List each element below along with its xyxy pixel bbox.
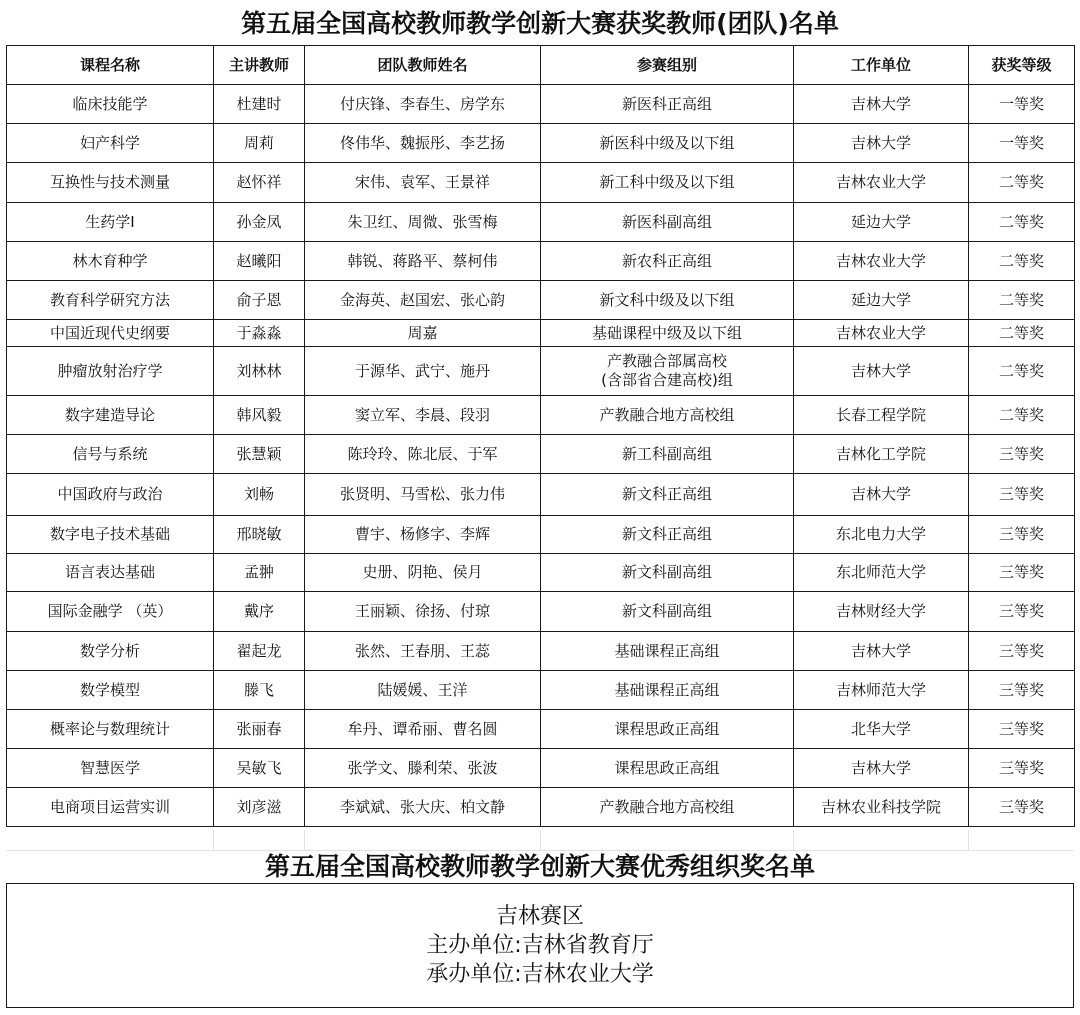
cell-level: 二等奖 [969,320,1075,347]
cell-lecturer: 韩风毅 [214,396,305,435]
table-row [7,710,1075,749]
org-award-box [6,883,1074,1008]
cell-unit: 东北师范大学 [794,554,969,592]
table-row [7,320,1075,347]
header-unit: 工作单位 [794,46,969,85]
cell-group: 新医科正高组 [541,85,794,124]
cell-course: 数字建造导论 [7,396,214,435]
cell-level: 二等奖 [969,203,1075,242]
cell-course: 国际金融学 （英） [7,592,214,632]
header-lecturer: 主讲教师 [214,46,305,85]
cell-level: 三等奖 [969,435,1075,474]
cell-level: 三等奖 [969,788,1075,827]
cell-lecturer: 孙金凤 [214,203,305,242]
cell-unit: 长春工程学院 [794,396,969,435]
cell-lecturer: 翟起龙 [214,632,305,671]
cell-team: 张学文、滕利荣、张波 [305,749,541,788]
cell-course: 语言表达基础 [7,554,214,592]
cell-unit: 吉林大学 [794,347,969,396]
cell-team: 张然、王春朋、王蕊 [305,632,541,671]
cell-unit: 吉林农业大学 [794,320,969,347]
cell-team: 陈玲玲、陈北辰、于军 [305,435,541,474]
cell-lecturer: 刘彦滋 [214,788,305,827]
org-award-host: 主办单位:吉林省教育厅 [426,933,654,958]
cell-group: 新文科副高组 [541,554,794,592]
cell-level: 一等奖 [969,85,1075,124]
cell-unit: 北华大学 [794,710,969,749]
cell-group: 产教融合地方高校组 [541,788,794,827]
cell-team: 曹宇、杨修字、李辉 [305,516,541,554]
cell-unit: 东北电力大学 [794,516,969,554]
cell-level: 三等奖 [969,554,1075,592]
cell-unit: 吉林大学 [794,124,969,163]
cell-course: 智慧医学 [7,749,214,788]
table-row [7,788,1075,827]
cell-group: 新医科副高组 [541,203,794,242]
cell-level: 三等奖 [969,749,1075,788]
header-team: 团队教师姓名 [305,46,541,85]
cell-course: 林木育种学 [7,242,214,281]
cell-team: 王丽颖、徐扬、付琼 [305,592,541,632]
cell-lecturer: 赵曦阳 [214,242,305,281]
cell-unit: 吉林大学 [794,85,969,124]
cell-course: 临床技能学 [7,85,214,124]
cell-course: 互换性与技术测量 [7,163,214,203]
cell-unit: 延边大学 [794,281,969,320]
cell-lecturer: 戴序 [214,592,305,632]
cell-unit: 吉林大学 [794,749,969,788]
table-row [7,592,1075,632]
cell-group: 新文科正高组 [541,474,794,516]
cell-team: 史册、阴艳、侯月 [305,554,541,592]
table-row [7,516,1075,554]
cell-group: 课程思政正高组 [541,710,794,749]
org-award-organizer: 承办单位:吉林农业大学 [426,962,654,987]
cell-level: 二等奖 [969,281,1075,320]
cell-team: 佟伟华、魏振彤、李艺扬 [305,124,541,163]
cell-unit: 吉林农业大学 [794,163,969,203]
cell-course: 信号与系统 [7,435,214,474]
cell-lecturer: 吴敏飞 [214,749,305,788]
cell-level: 二等奖 [969,242,1075,281]
cell-unit: 延边大学 [794,203,969,242]
header-group: 参赛组别 [541,46,794,85]
cell-team: 张贤明、马雪松、张力伟 [305,474,541,516]
cell-lecturer: 周莉 [214,124,305,163]
table-row [7,396,1075,435]
cell-group: 基础课程正高组 [541,671,794,710]
cell-group: 新工科中级及以下组 [541,163,794,203]
cell-lecturer: 赵怀祥 [214,163,305,203]
cell-course: 妇产科学 [7,124,214,163]
cell-unit: 吉林师范大学 [794,671,969,710]
award-table [6,45,1075,827]
cell-group: 新文科正高组 [541,516,794,554]
table-row [7,435,1075,474]
cell-unit: 吉林农业科技学院 [794,788,969,827]
cell-level: 三等奖 [969,516,1075,554]
cell-team: 于源华、武宁、施丹 [305,347,541,396]
cell-lecturer: 刘畅 [214,474,305,516]
cell-group: 产教融合地方高校组 [541,396,794,435]
cell-group: 新工科副高组 [541,435,794,474]
cell-level: 三等奖 [969,671,1075,710]
table-spacer [6,830,1074,850]
table-row [7,671,1075,710]
cell-team: 金海英、赵国宏、张心韵 [305,281,541,320]
cell-course: 数字电子技术基础 [7,516,214,554]
cell-group: 基础课程中级及以下组 [541,320,794,347]
cell-lecturer: 杜建时 [214,85,305,124]
table-row [7,242,1075,281]
cell-level: 三等奖 [969,632,1075,671]
cell-level: 二等奖 [969,163,1075,203]
cell-level: 二等奖 [969,396,1075,435]
cell-team: 窦立军、李晨、段羽 [305,396,541,435]
cell-group: 产教融合部属高校 (含部省合建高校)组 [541,347,794,396]
table-row [7,163,1075,203]
cell-course: 电商项目运营实训 [7,788,214,827]
table-row [7,554,1075,592]
cell-team: 牟丹、谭希丽、曹名圆 [305,710,541,749]
cell-team: 李斌斌、张大庆、柏文静 [305,788,541,827]
cell-group: 新医科中级及以下组 [541,124,794,163]
table-row [7,474,1075,516]
table-row [7,124,1075,163]
table-row [7,281,1075,320]
cell-team: 韩锐、蒋路平、蔡柯伟 [305,242,541,281]
table-row [7,749,1075,788]
cell-course: 数学模型 [7,671,214,710]
cell-team: 宋伟、袁军、王景祥 [305,163,541,203]
cell-lecturer: 滕飞 [214,671,305,710]
cell-group: 新文科副高组 [541,592,794,632]
cell-team: 陆媛媛、王洋 [305,671,541,710]
cell-level: 二等奖 [969,347,1075,396]
cell-level: 一等奖 [969,124,1075,163]
table-row [7,632,1075,671]
cell-group: 新农科正高组 [541,242,794,281]
cell-level: 三等奖 [969,710,1075,749]
cell-course: 数学分析 [7,632,214,671]
cell-course: 生药学I [7,203,214,242]
cell-group: 课程思政正高组 [541,749,794,788]
org-award-region: 吉林赛区 [495,904,584,929]
cell-lecturer: 于淼淼 [214,320,305,347]
cell-unit: 吉林农业大学 [794,242,969,281]
table-header-row [7,46,1075,85]
cell-group: 基础课程正高组 [541,632,794,671]
page-title: 第五届全国高校教师教学创新大赛获奖教师(团队)名单 [241,9,839,38]
table-row [7,85,1075,124]
cell-lecturer: 俞子恩 [214,281,305,320]
award-table-body [7,85,1075,827]
cell-course: 中国政府与政治 [7,474,214,516]
org-award-title: 第五届全国高校教师教学创新大赛优秀组织奖名单 [6,850,1074,882]
cell-course: 肿瘤放射治疗学 [7,347,214,396]
header-course: 课程名称 [7,46,214,85]
cell-level: 三等奖 [969,474,1075,516]
cell-level: 三等奖 [969,592,1075,632]
cell-team: 周嘉 [305,320,541,347]
cell-unit: 吉林化工学院 [794,435,969,474]
table-row [7,347,1075,396]
cell-unit: 吉林大学 [794,474,969,516]
cell-team: 付庆锋、李春生、房学东 [305,85,541,124]
cell-unit: 吉林财经大学 [794,592,969,632]
cell-team: 朱卫红、周微、张雪梅 [305,203,541,242]
cell-lecturer: 邢晓敏 [214,516,305,554]
cell-lecturer: 张慧颖 [214,435,305,474]
header-level: 获奖等级 [969,46,1075,85]
cell-course: 教育科学研究方法 [7,281,214,320]
cell-course: 概率论与数理统计 [7,710,214,749]
cell-lecturer: 刘林林 [214,347,305,396]
cell-lecturer: 孟翀 [214,554,305,592]
cell-unit: 吉林大学 [794,632,969,671]
cell-group: 新文科中级及以下组 [541,281,794,320]
table-row [7,203,1075,242]
cell-course: 中国近现代史纲要 [7,320,214,347]
cell-lecturer: 张丽春 [214,710,305,749]
